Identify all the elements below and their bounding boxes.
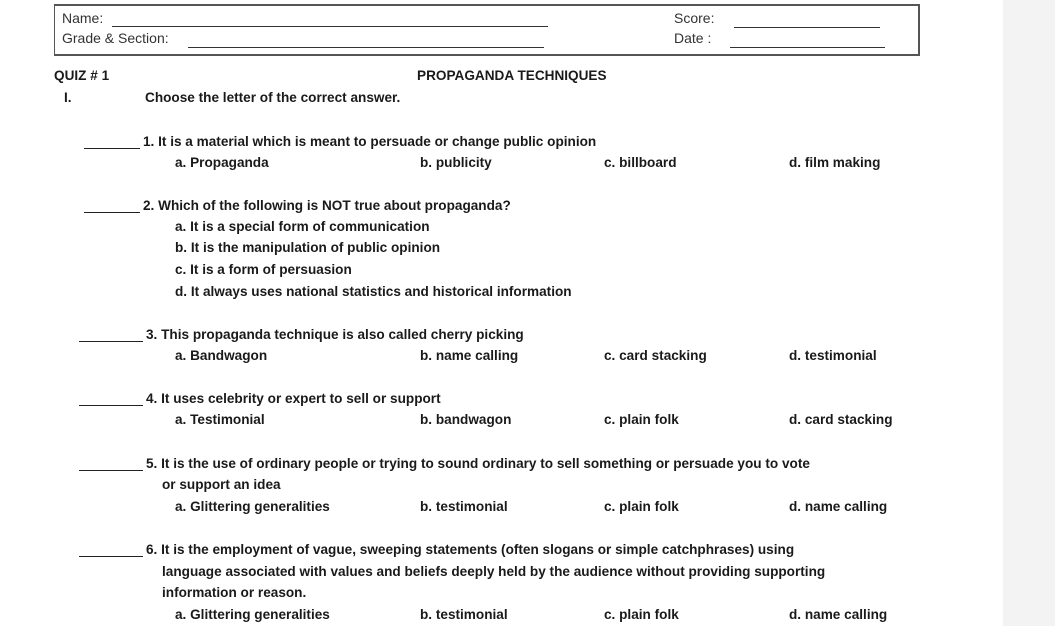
answer-blank-3[interactable] <box>79 341 143 342</box>
student-info-box <box>54 4 920 56</box>
name-field[interactable] <box>112 26 548 27</box>
option-5c: c. plain folk <box>604 499 679 514</box>
question-6-cont: language associated with values and beliefs deeply held by the audience without providing supporting <box>162 564 826 579</box>
question-5-cont: or support an idea <box>162 477 281 492</box>
option-6c: c. plain folk <box>604 607 679 622</box>
question-5: 5. It is the use of ordinary people or trying to sound ordinary to sell something or persuade you to vote <box>146 456 810 471</box>
option-2d: d. It always uses national statistics and historical information <box>175 284 572 299</box>
quiz-label: QUIZ # 1 <box>54 68 110 83</box>
option-5d: d. name calling <box>789 499 888 514</box>
question-3: 3. This propaganda technique is also called cherry picking <box>146 327 524 342</box>
option-2c: c. It is a form of persuasion <box>175 262 352 277</box>
option-4d: d. card stacking <box>789 412 893 427</box>
option-3a: a. Bandwagon <box>175 348 268 363</box>
option-3b: b. name calling <box>420 348 519 363</box>
grade-section-label: Grade & Section: <box>62 30 169 46</box>
section-instruction: Choose the letter of the correct answer. <box>145 90 401 105</box>
option-2a: a. It is a special form of communication <box>175 219 430 234</box>
answer-blank-4[interactable] <box>79 405 143 406</box>
question-1: 1. It is a material which is meant to persuade or change public opinion <box>143 134 597 149</box>
option-6b: b. testimonial <box>420 607 508 622</box>
answer-blank-2[interactable] <box>84 212 140 213</box>
side-panel <box>1003 0 1055 626</box>
option-4c: c. plain folk <box>604 412 679 427</box>
option-6d: d. name calling <box>789 607 888 622</box>
option-2b: b. It is the manipulation of public opinion <box>175 240 441 255</box>
grade-section-field[interactable] <box>188 47 544 48</box>
option-4a: a. Testimonial <box>175 412 265 427</box>
quiz-title: PROPAGANDA TECHNIQUES <box>417 68 607 83</box>
name-label: Name: <box>62 10 104 26</box>
option-1b: b. publicity <box>420 155 492 170</box>
option-1d: d. film making <box>789 155 881 170</box>
date-label: Date : <box>674 30 712 46</box>
option-1a: a. Propaganda <box>175 155 269 170</box>
question-4: 4. It uses celebrity or expert to sell or support <box>146 391 441 406</box>
score-field[interactable] <box>734 27 880 28</box>
option-6a: a. Glittering generalities <box>175 607 330 622</box>
option-4b: b. bandwagon <box>420 412 512 427</box>
date-field[interactable] <box>730 47 885 48</box>
option-5b: b. testimonial <box>420 499 508 514</box>
option-1c: c. billboard <box>604 155 677 170</box>
option-3d: d. testimonial <box>789 348 877 363</box>
question-6-cont2: information or reason. <box>162 585 307 600</box>
answer-blank-6[interactable] <box>79 556 143 557</box>
option-5a: a. Glittering generalities <box>175 499 330 514</box>
answer-blank-1[interactable] <box>84 148 140 149</box>
section-number: I. <box>64 90 72 105</box>
question-2: 2. Which of the following is NOT true about propaganda? <box>143 198 511 213</box>
option-3c: c. card stacking <box>604 348 707 363</box>
question-6: 6. It is the employment of vague, sweeping statements (often slogans or simple catchphrases) using <box>146 542 795 557</box>
answer-blank-5[interactable] <box>79 470 143 471</box>
score-label: Score: <box>674 10 715 26</box>
